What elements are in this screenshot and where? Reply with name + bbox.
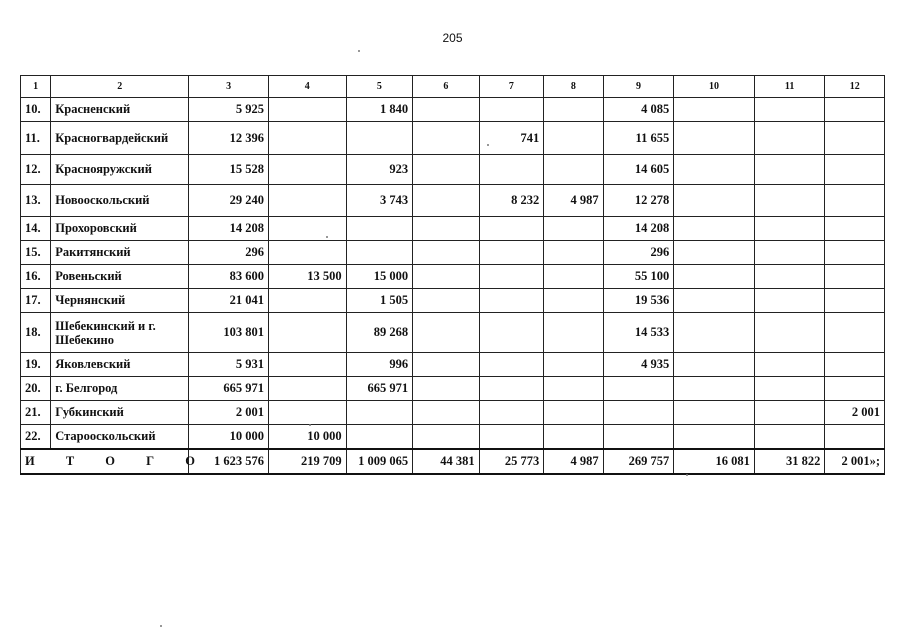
value-cell: [754, 401, 825, 425]
value-cell: 665 971: [189, 377, 269, 401]
value-cell: [413, 185, 480, 217]
total-value-cell: 1 623 576: [189, 449, 269, 474]
value-cell: 2 001: [825, 401, 885, 425]
row-number: 15.: [21, 241, 51, 265]
value-cell: [268, 289, 346, 313]
row-number: 18.: [21, 313, 51, 353]
value-cell: [674, 185, 755, 217]
value-cell: [754, 185, 825, 217]
value-cell: 19 536: [603, 289, 674, 313]
column-header: 12: [825, 76, 885, 98]
row-number: 14.: [21, 217, 51, 241]
value-cell: 11 655: [603, 122, 674, 155]
total-value-cell: 2 001»;: [825, 449, 885, 474]
value-cell: [825, 377, 885, 401]
value-cell: [544, 401, 603, 425]
value-cell: [674, 122, 755, 155]
value-cell: [754, 217, 825, 241]
scan-speck: [487, 144, 489, 146]
district-name: Шебекинский и г. Шебекино: [51, 313, 189, 353]
value-cell: 923: [346, 155, 413, 185]
header-row: [21, 76, 885, 98]
value-cell: 29 240: [189, 185, 269, 217]
value-cell: [479, 241, 544, 265]
value-cell: [825, 98, 885, 122]
value-cell: 5 925: [189, 98, 269, 122]
column-header: 9: [603, 76, 674, 98]
row-number: 19.: [21, 353, 51, 377]
table-row: [21, 265, 885, 289]
value-cell: [674, 313, 755, 353]
value-cell: [825, 122, 885, 155]
column-header: 5: [346, 76, 413, 98]
value-cell: 3 743: [346, 185, 413, 217]
table-row: [21, 377, 885, 401]
value-cell: [268, 217, 346, 241]
value-cell: [825, 155, 885, 185]
value-cell: [268, 155, 346, 185]
value-cell: 83 600: [189, 265, 269, 289]
value-cell: [674, 377, 755, 401]
value-cell: [754, 425, 825, 449]
value-cell: [268, 122, 346, 155]
table-row: [21, 313, 885, 353]
column-header: 7: [479, 76, 544, 98]
row-number: 20.: [21, 377, 51, 401]
value-cell: [674, 265, 755, 289]
value-cell: [603, 401, 674, 425]
table-row: [21, 98, 885, 122]
district-name: Ровеньский: [51, 265, 189, 289]
value-cell: [479, 353, 544, 377]
district-name: г. Белгород: [51, 377, 189, 401]
value-cell: [479, 289, 544, 313]
district-name: Ракитянский: [51, 241, 189, 265]
value-cell: [544, 353, 603, 377]
value-cell: 14 605: [603, 155, 674, 185]
total-value-cell: 31 822: [754, 449, 825, 474]
value-cell: [413, 289, 480, 313]
row-number: 11.: [21, 122, 51, 155]
value-cell: [825, 217, 885, 241]
value-cell: 296: [603, 241, 674, 265]
value-cell: 103 801: [189, 313, 269, 353]
value-cell: [603, 377, 674, 401]
value-cell: [346, 425, 413, 449]
value-cell: [413, 98, 480, 122]
table-row: [21, 155, 885, 185]
row-number: 13.: [21, 185, 51, 217]
value-cell: [825, 353, 885, 377]
district-name: Прохоровский: [51, 217, 189, 241]
value-cell: [544, 265, 603, 289]
budget-table: [20, 75, 885, 475]
column-header: 2: [51, 76, 189, 98]
total-value-cell: 1 009 065: [346, 449, 413, 474]
column-header: 1: [21, 76, 51, 98]
value-cell: [268, 313, 346, 353]
total-value-cell: 219 709: [268, 449, 346, 474]
column-header: 3: [189, 76, 269, 98]
value-cell: [603, 425, 674, 449]
value-cell: [825, 241, 885, 265]
value-cell: [544, 241, 603, 265]
value-cell: [346, 401, 413, 425]
row-number: 17.: [21, 289, 51, 313]
value-cell: [674, 425, 755, 449]
column-header: 10: [674, 76, 755, 98]
value-cell: [346, 122, 413, 155]
value-cell: [754, 241, 825, 265]
value-cell: [674, 98, 755, 122]
value-cell: 5 931: [189, 353, 269, 377]
value-cell: 4 987: [544, 185, 603, 217]
row-number: 16.: [21, 265, 51, 289]
value-cell: [754, 155, 825, 185]
value-cell: [413, 265, 480, 289]
district-name: Краснояружский: [51, 155, 189, 185]
value-cell: 8 232: [479, 185, 544, 217]
value-cell: [413, 377, 480, 401]
value-cell: [413, 353, 480, 377]
value-cell: [825, 289, 885, 313]
value-cell: 12 396: [189, 122, 269, 155]
value-cell: [544, 98, 603, 122]
table-row: [21, 122, 885, 155]
value-cell: [346, 217, 413, 241]
value-cell: [413, 241, 480, 265]
value-cell: [754, 122, 825, 155]
value-cell: [754, 377, 825, 401]
value-cell: [413, 155, 480, 185]
value-cell: [268, 353, 346, 377]
value-cell: [754, 353, 825, 377]
value-cell: [544, 122, 603, 155]
value-cell: [544, 217, 603, 241]
value-cell: 55 100: [603, 265, 674, 289]
value-cell: 1 505: [346, 289, 413, 313]
value-cell: [544, 313, 603, 353]
value-cell: [825, 185, 885, 217]
value-cell: 10 000: [189, 425, 269, 449]
district-name: Губкинский: [51, 401, 189, 425]
value-cell: [674, 289, 755, 313]
value-cell: [825, 265, 885, 289]
value-cell: [544, 377, 603, 401]
total-value-cell: 16 081: [674, 449, 755, 474]
total-row: [21, 449, 885, 474]
district-name: Старооскольский: [51, 425, 189, 449]
scan-speck: [686, 474, 688, 476]
value-cell: 4 935: [603, 353, 674, 377]
district-name: Красненский: [51, 98, 189, 122]
column-header: 8: [544, 76, 603, 98]
value-cell: 2 001: [189, 401, 269, 425]
value-cell: 10 000: [268, 425, 346, 449]
value-cell: [754, 289, 825, 313]
value-cell: [674, 241, 755, 265]
table-row: [21, 289, 885, 313]
district-name: Красногвардейский: [51, 122, 189, 155]
scan-speck: [326, 236, 328, 238]
district-name: Чернянский: [51, 289, 189, 313]
value-cell: [479, 313, 544, 353]
value-cell: [479, 98, 544, 122]
value-cell: [825, 313, 885, 353]
value-cell: 296: [189, 241, 269, 265]
value-cell: [674, 401, 755, 425]
value-cell: [544, 289, 603, 313]
value-cell: [479, 155, 544, 185]
value-cell: [413, 401, 480, 425]
value-cell: [413, 313, 480, 353]
value-cell: [479, 425, 544, 449]
value-cell: [268, 241, 346, 265]
value-cell: [674, 155, 755, 185]
value-cell: 15 000: [346, 265, 413, 289]
value-cell: 996: [346, 353, 413, 377]
value-cell: [268, 185, 346, 217]
value-cell: [825, 425, 885, 449]
district-name: Новооскольский: [51, 185, 189, 217]
table-row: [21, 185, 885, 217]
value-cell: [479, 265, 544, 289]
value-cell: [413, 425, 480, 449]
value-cell: [754, 265, 825, 289]
value-cell: 741: [479, 122, 544, 155]
row-number: 12.: [21, 155, 51, 185]
table-row: [21, 353, 885, 377]
table-row: [21, 401, 885, 425]
value-cell: 4 085: [603, 98, 674, 122]
value-cell: [479, 217, 544, 241]
value-cell: [479, 377, 544, 401]
column-header: 4: [268, 76, 346, 98]
value-cell: [754, 98, 825, 122]
page-number: 205: [442, 31, 463, 45]
value-cell: [544, 155, 603, 185]
value-cell: 1 840: [346, 98, 413, 122]
total-value-cell: 44 381: [413, 449, 480, 474]
table-row: [21, 217, 885, 241]
value-cell: 14 208: [603, 217, 674, 241]
total-value-cell: 25 773: [479, 449, 544, 474]
value-cell: 21 041: [189, 289, 269, 313]
scan-speck: [358, 50, 360, 52]
column-header: 11: [754, 76, 825, 98]
value-cell: [268, 377, 346, 401]
table-row: [21, 241, 885, 265]
value-cell: 14 208: [189, 217, 269, 241]
value-cell: 14 533: [603, 313, 674, 353]
total-value-cell: 4 987: [544, 449, 603, 474]
value-cell: [544, 425, 603, 449]
value-cell: 665 971: [346, 377, 413, 401]
column-header: 6: [413, 76, 480, 98]
district-name: Яковлевский: [51, 353, 189, 377]
value-cell: 15 528: [189, 155, 269, 185]
value-cell: [479, 401, 544, 425]
row-number: 21.: [21, 401, 51, 425]
scan-speck: [309, 424, 311, 426]
value-cell: [346, 241, 413, 265]
row-number: 22.: [21, 425, 51, 449]
table-row: [21, 425, 885, 449]
value-cell: 12 278: [603, 185, 674, 217]
total-label: И Т О Г О: [21, 449, 189, 474]
value-cell: [413, 217, 480, 241]
value-cell: [674, 353, 755, 377]
value-cell: [268, 98, 346, 122]
scan-speck: [160, 625, 162, 627]
value-cell: [413, 122, 480, 155]
value-cell: [674, 217, 755, 241]
total-value-cell: 269 757: [603, 449, 674, 474]
row-number: 10.: [21, 98, 51, 122]
value-cell: 13 500: [268, 265, 346, 289]
value-cell: [754, 313, 825, 353]
value-cell: [268, 401, 346, 425]
value-cell: 89 268: [346, 313, 413, 353]
